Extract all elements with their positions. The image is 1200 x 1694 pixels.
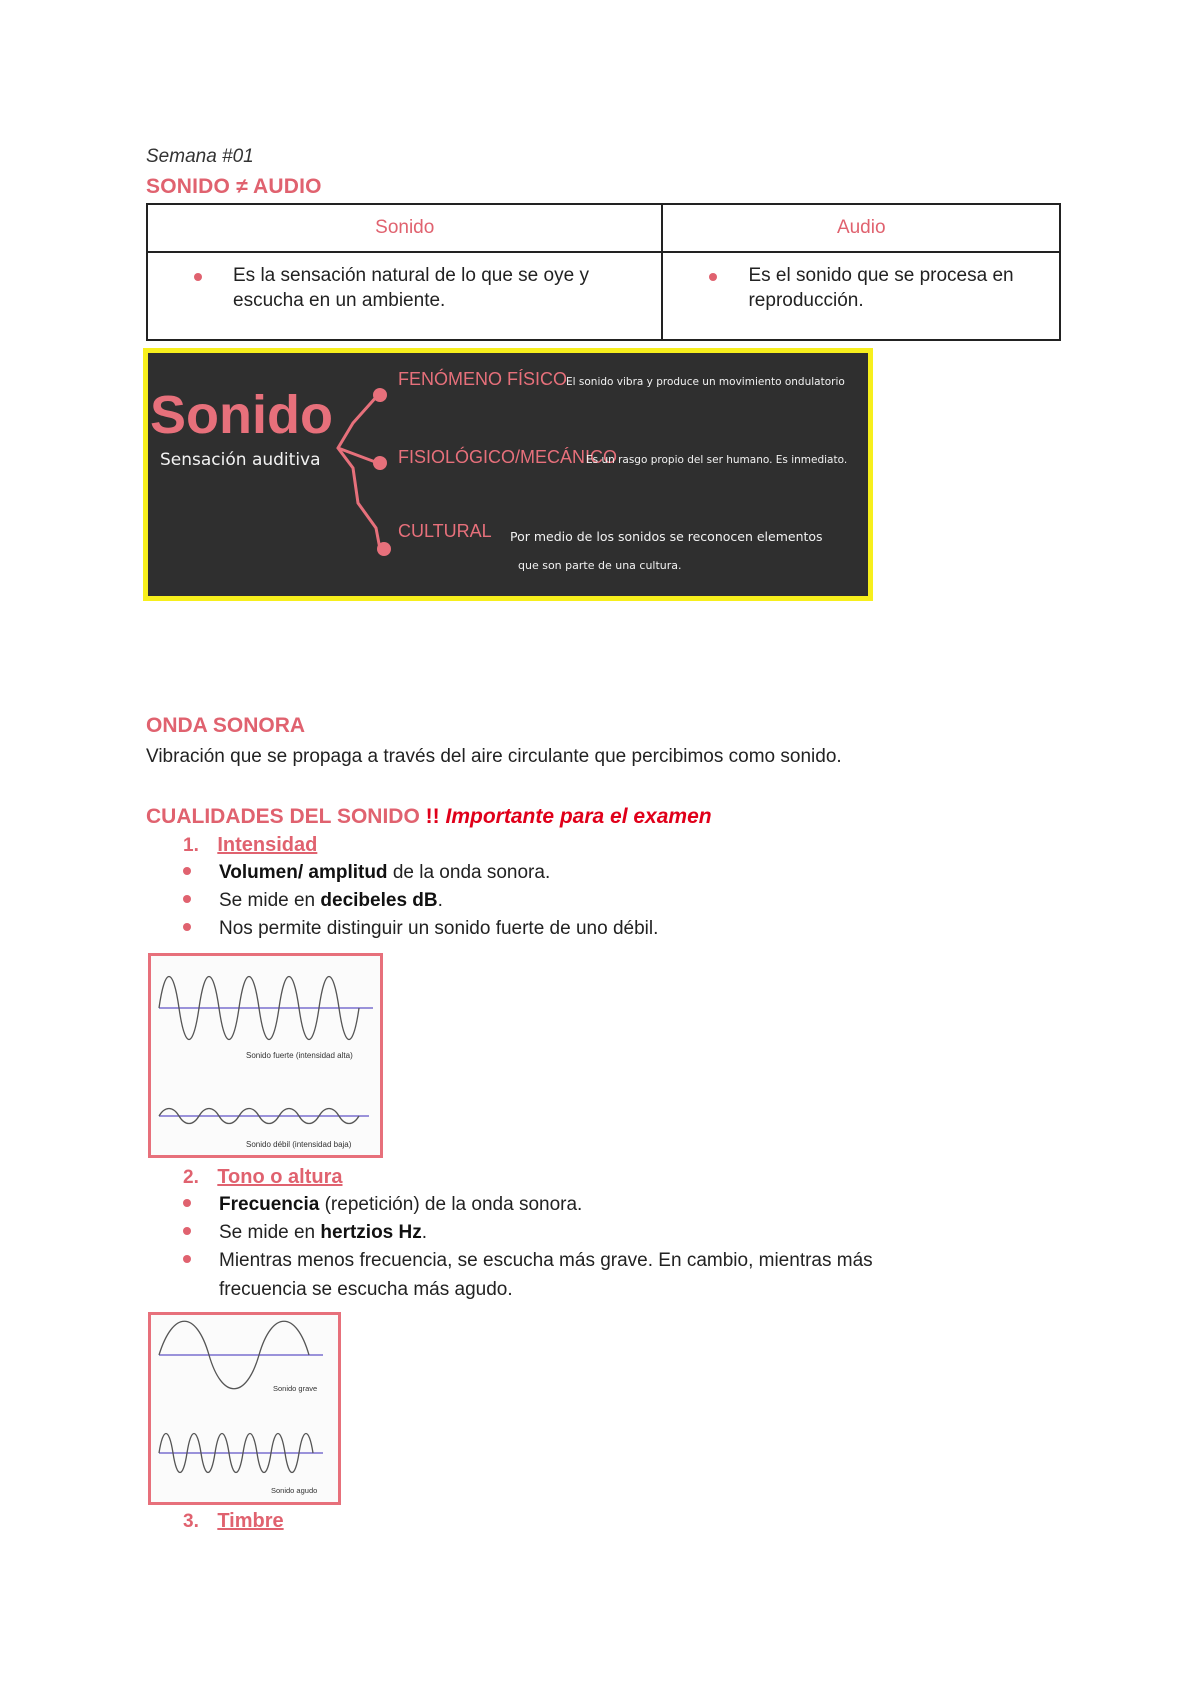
figure-label-agudo: Sonido agudo <box>271 1486 318 1495</box>
bullet-dot <box>183 1227 191 1235</box>
bullet-dot <box>183 1255 191 1263</box>
bold-term: decibeles dB <box>320 890 438 911</box>
table-row <box>147 252 1060 340</box>
bullet-text: Nos permite distinguir un sonido fuerte de uno débil. <box>219 918 659 939</box>
bullet-text: (repetición) de la onda sonora. <box>319 1194 583 1215</box>
branch-label-cultural: CULTURAL <box>398 521 492 541</box>
table-header-row <box>147 204 1060 252</box>
board-title: Sonido <box>150 385 333 445</box>
branch-dot <box>373 388 387 402</box>
table-header-sonido: Sonido <box>147 204 662 252</box>
board-subtitle: Sensación auditiva <box>160 450 321 470</box>
important-note: Importante para el examen <box>445 805 712 828</box>
bold-term: hertzios Hz <box>320 1222 422 1243</box>
cell-text: Es la sensación natural de lo que se oye y escucha en un ambiente. <box>233 265 589 311</box>
bullet-hertzios <box>183 1222 427 1244</box>
cualidades-title-text: CUALIDADES DEL SONIDO <box>146 805 420 828</box>
bullet-volumen <box>183 862 550 884</box>
bracket-line <box>338 395 380 549</box>
bullet-dot <box>183 867 191 875</box>
branch-label-fisiologico: FISIOLÓGICO/MECÁNICO <box>398 447 618 467</box>
bullet-grave-agudo-cont: frecuencia se escucha más agudo. <box>219 1279 513 1300</box>
section-title-onda: ONDA SONORA <box>146 714 306 737</box>
item-number: 3. <box>183 1511 199 1532</box>
sonido-blackboard-image <box>143 348 873 601</box>
branch-text-fisico: El sonido vibra y produce un movimiento ondulatorio <box>566 376 845 388</box>
bullet-text: . <box>437 890 443 911</box>
figure-label-soft: Sonido débil (intensidad baja) <box>246 1140 352 1149</box>
bullet-frecuencia <box>183 1194 582 1216</box>
bullet-grave-agudo <box>183 1250 873 1272</box>
table-header-audio: Audio <box>662 204 1060 252</box>
bullet-text: Se mide en <box>219 1222 321 1243</box>
branch-dot <box>377 542 391 556</box>
item-title-timbre[interactable]: Timbre <box>217 1510 284 1532</box>
bullet-text: Mientras menos frecuencia, se escucha más grave. En cambio, mientras más <box>219 1250 873 1271</box>
bullet-decibeles <box>183 890 443 912</box>
figure-label-grave: Sonido grave <box>273 1384 318 1393</box>
item-intensidad <box>183 834 317 857</box>
bullet-distinguir <box>183 918 658 940</box>
figure-label-loud: Sonido fuerte (intensidad alta) <box>246 1051 353 1060</box>
branch-text-cultural-2: que son parte de una cultura. <box>518 559 682 572</box>
bullet-dot <box>194 273 202 281</box>
important-marks: !! <box>425 805 440 828</box>
page-title: SONIDO ≠ AUDIO <box>146 175 322 198</box>
section-title-cualidades <box>146 805 712 829</box>
item-timbre <box>183 1510 284 1533</box>
cell-text: Es el sonido que se procesa en reproducción. <box>748 265 1014 311</box>
item-number: 1. <box>183 835 199 856</box>
branch-label-fisico: FENÓMENO FÍSICO <box>398 369 568 389</box>
item-title-tono[interactable]: Tono o altura <box>217 1166 343 1188</box>
pitch-wave-figure <box>148 1312 341 1505</box>
week-label: Semana #01 <box>146 146 254 167</box>
bullet-dot <box>183 923 191 931</box>
bullet-text: de la onda sonora. <box>387 862 551 883</box>
bullet-text: Se mide en <box>219 890 321 911</box>
branch-dot <box>373 456 387 470</box>
branch-text-fisiologico: Es un rasgo propio del ser humano. Es inmediato. <box>586 454 848 466</box>
bullet-text: . <box>421 1222 428 1243</box>
intensity-wave-figure <box>148 953 383 1158</box>
item-number: 2. <box>183 1167 199 1188</box>
item-tono <box>183 1166 343 1189</box>
comparison-table <box>146 203 1061 341</box>
item-title-intensidad[interactable]: Intensidad <box>217 834 318 856</box>
bold-term: Frecuencia <box>219 1194 320 1215</box>
onda-description: Vibración que se propaga a través del aire circulante que percibimos como sonido. <box>146 746 842 767</box>
bullet-dot <box>183 1199 191 1207</box>
table-cell-audio <box>662 252 1060 340</box>
table-cell-sonido <box>147 252 662 340</box>
bullet-dot <box>183 895 191 903</box>
bold-term: Volumen/ amplitud <box>219 862 388 883</box>
branch-text-cultural: Por medio de los sonidos se reconocen elementos <box>510 529 823 544</box>
